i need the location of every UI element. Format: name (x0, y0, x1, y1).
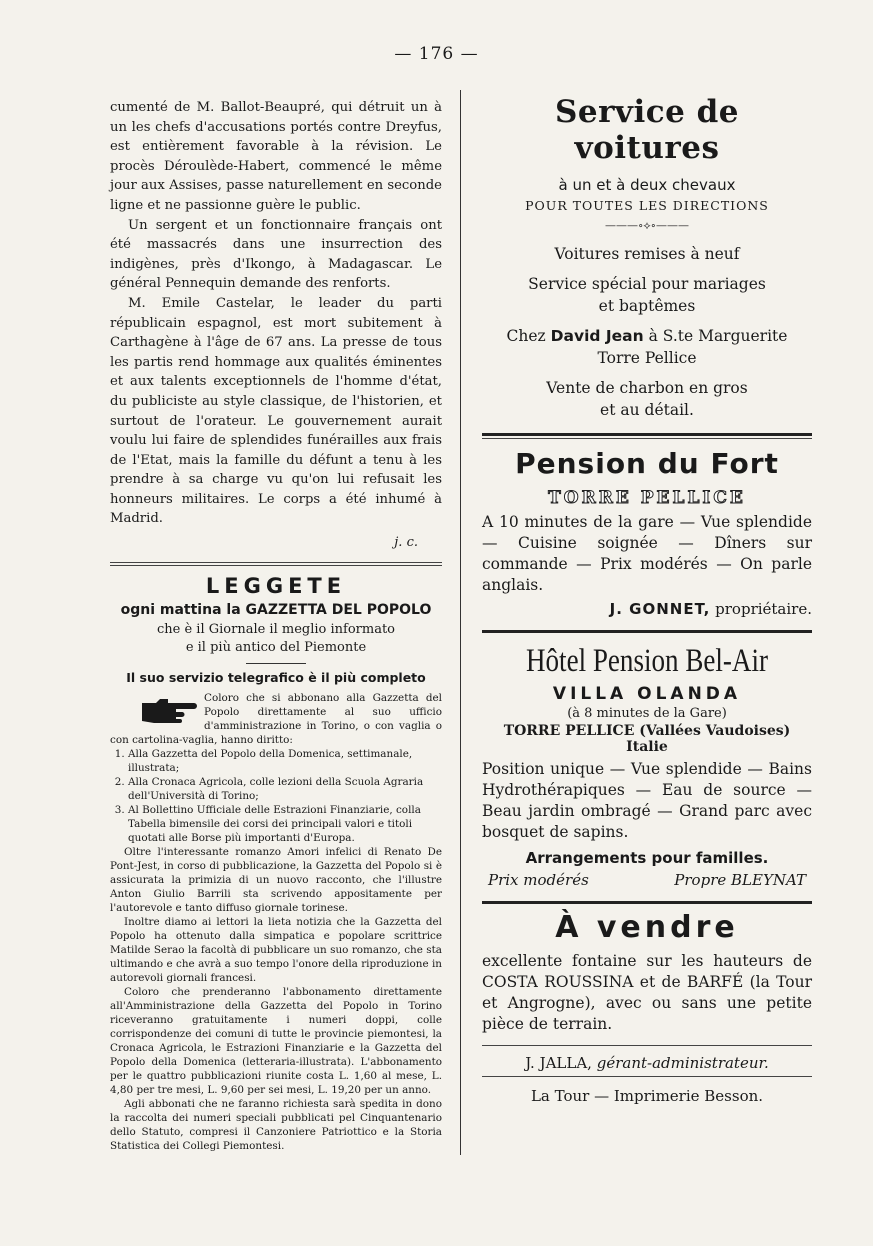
leggete-subtitle: e il più antico del Piemonte (185, 640, 367, 656)
hotel-families: Arrangements pour familles. (525, 849, 769, 867)
address-suffix: à S.te Marguerite (643, 327, 788, 345)
section-divider (110, 562, 442, 566)
voitures-line: Voitures remises à neuf (554, 245, 740, 263)
hotel-title: Hôtel Pension Bel-Air (525, 643, 769, 679)
terms-paragraph: Agli abbonati che ne faranno richiesta sarà spedita in dono la raccolta dei numeri speciali pubblicati pel Cinquantenario dello Statuto, compresi il Canzoniere Patriottico e la Storia Statistica dei Collegi Piemontesi. (110, 1098, 442, 1153)
gazzetta-advert (110, 574, 442, 1153)
hotel-description: Position unique — Vue splendide — Bains Hydrothérapiques — Eau de source — Beau jardin ombragé — Grand parc avec bosquet de sapins. (482, 760, 812, 841)
list-item: 2. Alla Cronaca Agricola, colle lezioni della Scuola Agraria dell'Università di Torino; (128, 775, 442, 803)
list-item: 1. Alla Gazzetta del Popolo della Domenica, settimanale, illustrata; (128, 747, 442, 775)
pension-description: A 10 minutes de la gare — Vue splendide — Cuisine soignée — Dîners sur commande — Prix modérés — On parle anglais. (482, 513, 812, 594)
terms-intro: Coloro che si abbonano alla Gazzetta del Popolo direttamente al suo ufficio d'amministrazione in Torino, o con vaglia o con cartolina-vaglia, hanno diritto: (110, 692, 442, 747)
divider (246, 663, 306, 664)
page-number: — 176 — (394, 44, 479, 64)
section-divider (482, 1076, 812, 1077)
voitures-subtitle: à un et à deux chevaux (558, 176, 736, 194)
hotel-footer (482, 871, 812, 889)
section-divider (482, 630, 812, 633)
section-divider (482, 1045, 812, 1046)
proprietor-role: propriétaire. (710, 600, 812, 618)
vendre-description: excellente fontaine sur les hauteurs de COSTA ROUSSINA et de BARFÉ (la Tour et Angrogne), avec ou sans une petite pièce de terrain. (482, 952, 812, 1033)
gazzetta-terms (110, 691, 442, 1153)
column-divider (460, 90, 461, 1155)
charbon-text: et au détail. (600, 401, 694, 419)
ornament-icon: ———∘⟡∘——— (604, 219, 690, 232)
right-column (482, 90, 812, 1105)
leggete-title: LEGGETE (205, 574, 347, 599)
terms-paragraph: Coloro che prenderanno l'abbonamento direttamente all'Amministrazione della Gazzetta del Popolo in Torino riceveranno gratuitamente i numeri doppi, colle corrispondenze dei comuni di tutte le provincie piemontesi, la Cronaca Agricola, le Estrazioni Finanziarie e la Gazzetta del Popolo della Domenica (letteraria-illustrata). L'abbonamento per le quattro pubblicazioni riunite costa L. 1,60 al mese, L. 4,80 per tre mesi, L. 9,60 per sei mesi, L. 19,20 per un anno. (110, 986, 442, 1097)
address-place: Torre Pellice (597, 349, 697, 367)
terms-paragraph: Oltre l'interessante romanzo Amori infelici di Renato De Pont-Jest, in corso di pubblicazione, la Gazzetta del Popolo si è assicurata la primizia di un nuovo racconto, che l'illustre Anton Giulio Barrili sta scrivendo appositamente per l'autorevole e tanto diffuso giornale torinese. (110, 846, 442, 915)
voitures-title: Service de voitures (554, 94, 740, 166)
hotel-place: TORRE PELLICE (Vallées Vaudoises) Italie (503, 723, 791, 755)
leggete-subtitle: che è il Giornale il meglio informato (156, 622, 396, 638)
voitures-line-text: Service spécial pour mariages (528, 275, 766, 293)
pension-title: Pension du Fort (515, 447, 779, 480)
owner-name: David Jean (550, 327, 644, 345)
news-signoff: j. c. (394, 535, 418, 551)
voitures-address (482, 325, 812, 369)
terms-paragraph: Inoltre diamo ai lettori la lieta notizia che la Gazzetta del Popolo ha ottenuto dalla simpatica e popolare scrittrice Matilde Serao la facoltà di pubblicare un suo romanzo, che sta ultimando e che avrà a suo tempo l'onore della riproduzione in autorevoli giornali francesi. (110, 916, 442, 985)
voitures-line (482, 273, 812, 317)
news-paragraph: Un sergent et un fonctionnaire français ont été massacrés dans une insurrection des indigènes, près d'Ikongo, à Madagascar. Le général Pennequin demande des renforts. (110, 217, 442, 292)
news-paragraph: M. Emile Castelar, le leader du parti républicain espagnol, est mort subitement à Carthagène à l'âge de 67 ans. La presse de tous les partis rend hommage aux qualités éminentes et aux talents exceptionnels de l'homme d'état, du publiciste au style classique, de l'historien, et surtout de l'orateur. Le gouvernement aurait voulu lui faire de splendides funérailles aux frais de l'Etat, mais la famille du défunt a tenu à les prendre à sa charge vu qu'on lui refusait les honneurs militaires. Le corps a été inhumé à Madrid. (110, 295, 442, 527)
imprimerie-line: La Tour — Imprimerie Besson. (530, 1087, 764, 1105)
hotel-villa: VILLA OLANDA (552, 684, 742, 704)
telegraph-note: Il suo servizio telegrafico è il più completo (126, 670, 426, 686)
section-divider (482, 433, 812, 436)
hotel-prices: Prix modérés (488, 871, 589, 889)
hotel-owner: Propre BLEYNAT (674, 871, 806, 889)
gerant-name: J. JALLA, (525, 1054, 592, 1072)
charbon-line (482, 377, 812, 421)
proprietor-name: J. GONNET, (609, 600, 711, 618)
vendre-advert (482, 910, 812, 1035)
pension-place: TORRE PELLICE (548, 488, 746, 508)
voitures-advert (482, 94, 812, 421)
gerant-line (482, 1054, 812, 1072)
voitures-caps: POUR TOUTES LES DIRECTIONS (525, 198, 769, 213)
charbon-text: Vente de charbon en gros (546, 379, 748, 397)
leggete-lead: ogni mattina la GAZZETTA DEL POPOLO (120, 602, 432, 619)
voitures-line-text: et baptêmes (598, 297, 696, 315)
section-divider (482, 438, 812, 439)
gerant-role: gérant-administrateur. (591, 1054, 769, 1072)
vendre-title: À vendre (555, 910, 739, 945)
news-paragraph: cumenté de M. Ballot-Beaupré, qui détruit un à un les chefs d'accusations portés contre Dreyfus, est entièrement favorable à la révision. Le procès Déroulède-Habert, commencé le même jour aux Assises, passe naturellement en seconde ligne et ne passionne guère le public. (110, 100, 442, 213)
hotel-distance: (à 8 minutes de la Gare) (567, 706, 727, 721)
section-divider (482, 901, 812, 904)
list-item: 3. Al Bollettino Ufficiale delle Estrazioni Finanziarie, colla Tabella bimensile dei corsi dei principali valori e titoli quotati alle Borse più importanti d'Europa. (128, 803, 442, 845)
left-column (110, 98, 442, 1153)
address-prefix: Chez (506, 327, 551, 345)
news-section (110, 98, 442, 550)
pointing-hand-icon (140, 697, 198, 723)
pension-proprietor (482, 600, 812, 618)
benefits-list (110, 747, 442, 845)
hotel-advert (482, 643, 812, 889)
pension-advert (482, 447, 812, 618)
